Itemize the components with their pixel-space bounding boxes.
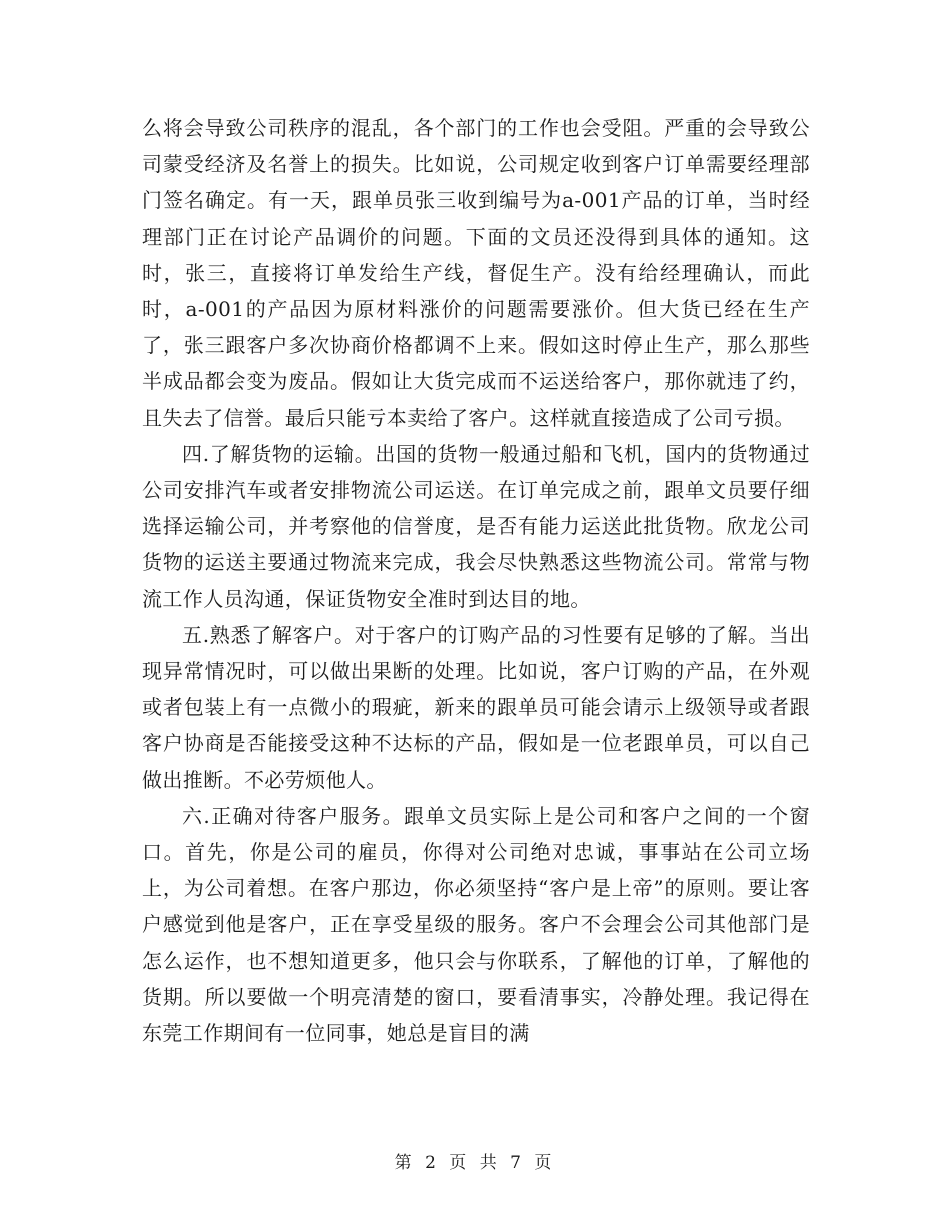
paragraph-section-6-service: 六.正确对待客户服务。跟单文员实际上是公司和客户之间的一个窗口。首先，你是公司的雇员，你得对公司绝对忠诚，事事站在公司立场上，为公司着想。在客户那边，你必须坚持“客户是上帝”的原则。要让客户感觉到他是客户，正在享受星级的服务。客户不会理会公司其他部门是怎么运作，也不想知道更多，他只会与你联系，了解他的订单，了解他的货期。所以要做一个明亮清楚的窗口，要看清事实，冷静处理。我记得在东莞工作期间有一位同事，她总是盲目的满: [142, 803, 810, 1046]
page-number-footer: 第 2 页 共 7 页: [394, 1153, 556, 1173]
document-body: [142, 110, 810, 1051]
paragraph-section-5-customers: 五.熟悉了解客户。对于客户的订购产品的习性要有足够的了解。当出现异常情况时，可以做出果断的处理。比如说，客户订购的产品，在外观或者包装上有一点微小的瑕疵，新来的跟单员可能会请示上级领导或者跟客户协商是否能接受这种不达标的产品，假如是一位老跟单员，可以自己做出推断。不必劳烦他人。: [142, 622, 810, 792]
paragraph-section-4-transport: 四.了解货物的运输。出国的货物一般通过船和飞机，国内的货物通过公司安排汽车或者安排物流公司运送。在订单完成之前，跟单文员要仔细选择运输公司，并考察他的信誉度，是否有能力运送此批货物。欣龙公司货物的运送主要通过物流来完成，我会尽快熟悉这些物流公司。常常与物流工作人员沟通，保证货物安全准时到达目的地。: [142, 441, 810, 611]
paragraph-continued: 么将会导致公司秩序的混乱，各个部门的工作也会受阻。严重的会导致公司蒙受经济及名誉上的损失。比如说，公司规定收到客户订单需要经理部门签名确定。有一天，跟单员张三收到编号为a-001产品的订单，当时经理部门正在讨论产品调价的问题。下面的文员还没得到具体的通知。这时，张三，直接将订单发给生产线，督促生产。没有给经理确认，而此时，a-001的产品因为原材料涨价的问题需要涨价。但大货已经在生产了，张三跟客户多次协商价格都调不上来。假如这时停止生产，那么那些半成品都会变为废品。假如让大货完成而不运送给客户，那你就违了约，且失去了信誉。最后只能亏本卖给了客户。这样就直接造成了公司亏损。: [142, 116, 810, 430]
